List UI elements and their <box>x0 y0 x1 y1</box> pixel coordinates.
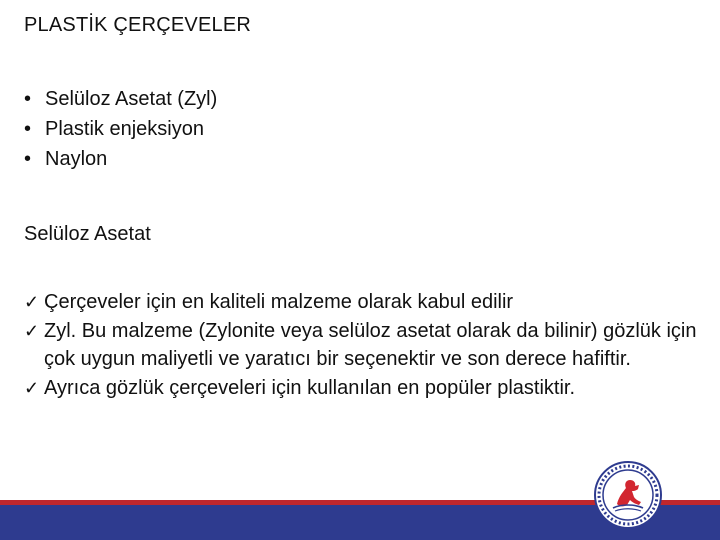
list-item-text: Selüloz Asetat (Zyl) <box>45 88 218 110</box>
university-seal-icon <box>593 460 663 530</box>
list-item <box>24 114 217 144</box>
checkmark-icon: ✓ <box>24 320 40 341</box>
bullet-marker: • <box>24 148 32 170</box>
list-item <box>24 317 704 374</box>
slide-title: PLASTİK ÇERÇEVELER <box>24 14 252 36</box>
bullet-marker: • <box>24 118 32 140</box>
list-item-text: Zyl. Bu malzeme (Zylonite veya selüloz asetat olarak da bilinir) gözlük için çok uygun maliyetli ve yaratıcı bir seçenektir ve son derece hafiftir. <box>44 319 697 370</box>
list-item <box>24 144 217 174</box>
checkmark-icon: ✓ <box>24 292 40 312</box>
list-item <box>24 374 704 403</box>
bullet-marker: • <box>24 88 32 110</box>
checkmark-icon: ✓ <box>24 377 40 398</box>
checkmark-list <box>24 288 704 402</box>
list-item-text: Çerçeveler için en kaliteli malzeme olarak kabul edilir <box>44 291 514 313</box>
section-heading: Selüloz Asetat <box>24 223 151 245</box>
list-item-text: Plastik enjeksiyon <box>45 118 204 140</box>
list-item <box>24 288 704 317</box>
frame-material-list <box>24 84 217 174</box>
list-item-text: Naylon <box>45 148 108 170</box>
list-item-text: Ayrıca gözlük çerçeveleri için kullanılan en popüler plastiktir. <box>44 376 576 399</box>
list-item <box>24 84 217 114</box>
